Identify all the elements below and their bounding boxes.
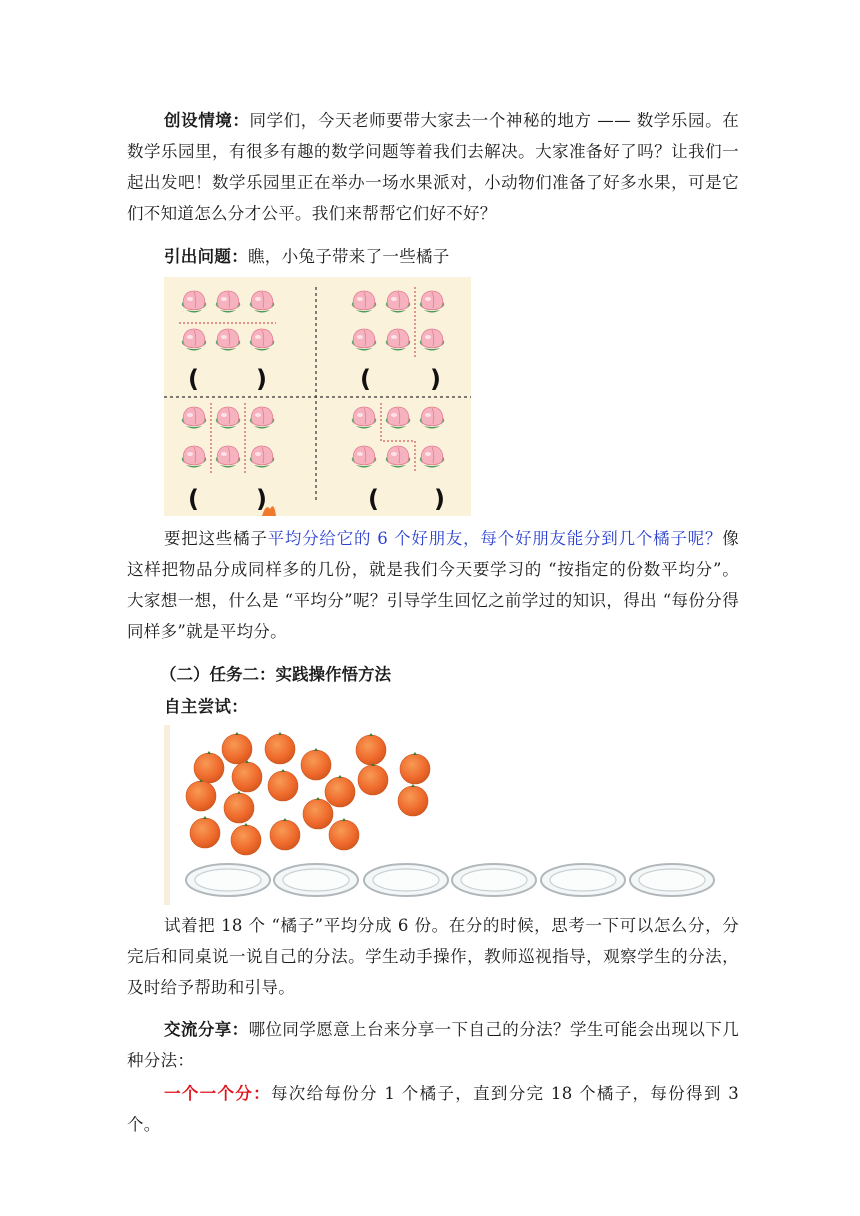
question-label: 引出问题： [164,247,248,266]
blank-q3-open: ( [188,485,199,513]
blank-q4-close: ) [434,485,445,513]
share-text: 哪位同学愿意上台来分享一下自己的分法？学生可能会出现以下几种分法： [127,1020,739,1070]
blank-q4-open: ( [368,485,379,513]
peach-grouping-illustration [164,277,471,516]
blank-q2-close: ) [430,365,441,393]
oranges-and-plates-illustration [164,725,724,905]
attempt-text: 试着把 18 个 “橘子”平均分成 6 份。在分的时候，思考一下可以怎么分，分完后和同桌说一说自己的分法。学生动手操作，教师巡视指导，观察学生的分法，及时给予帮助和引导。 [127,916,739,997]
peach-grouping-figure [164,277,471,516]
section-heading: （二）任务二：实践操作悟方法 [160,665,391,684]
question-text: 瞧，小兔子带来了一些橘子 [248,247,450,266]
method1-paragraph [127,1078,739,1140]
try-paragraph [127,691,739,722]
try-label: 自主尝试： [164,697,248,716]
explanation-question-highlight: 平均分给它的 6 个好朋友，每个好朋友能分到几个橘子呢？ [267,529,723,548]
question-paragraph [127,241,739,272]
explanation-text-after: 像这样把物品分成同样多的几份，就是我们今天要学习的 “按指定的份数平均分”。 大家想一想，什么是 “平均分”呢？引导学生回忆之前学过的知识，得出 “每份分得同样多”就是平均分。 [127,529,739,641]
attempt-paragraph [127,910,739,1003]
oranges-and-plates-figure [164,725,724,905]
method1-label: 一个一个分： [164,1084,271,1103]
blank-q1-open: ( [188,365,199,393]
plates [186,864,714,896]
share-paragraph [127,1014,739,1076]
explanation-paragraph [127,523,739,647]
blank-q1-close: ) [256,365,267,393]
share-label: 交流分享： [164,1020,249,1039]
explanation-text-before: 要把这些橘子 [164,529,268,548]
blank-q3-close: ) [256,485,267,513]
method1-text: 每次给每份分 1 个橘子，直到分完 18 个橘子，每份得到 3 个。 [127,1084,740,1134]
blank-q2-open: ( [360,365,371,393]
intro-paragraph [127,105,739,229]
oranges [186,732,430,855]
intro-label: 创设情境： [164,111,250,130]
intro-text: 同学们，今天老师要带大家去一个神秘的地方 —— 数学乐园。在数学乐园里，有很多有趣的数学问题等着我们去解决。大家准备好了吗？让我们一起出发吧！数学乐园里正在举办一场水果派对，小动物们准备了好多水果，可是它们不知道怎么分才公平。我们来帮帮它们好不好？ [127,111,739,223]
